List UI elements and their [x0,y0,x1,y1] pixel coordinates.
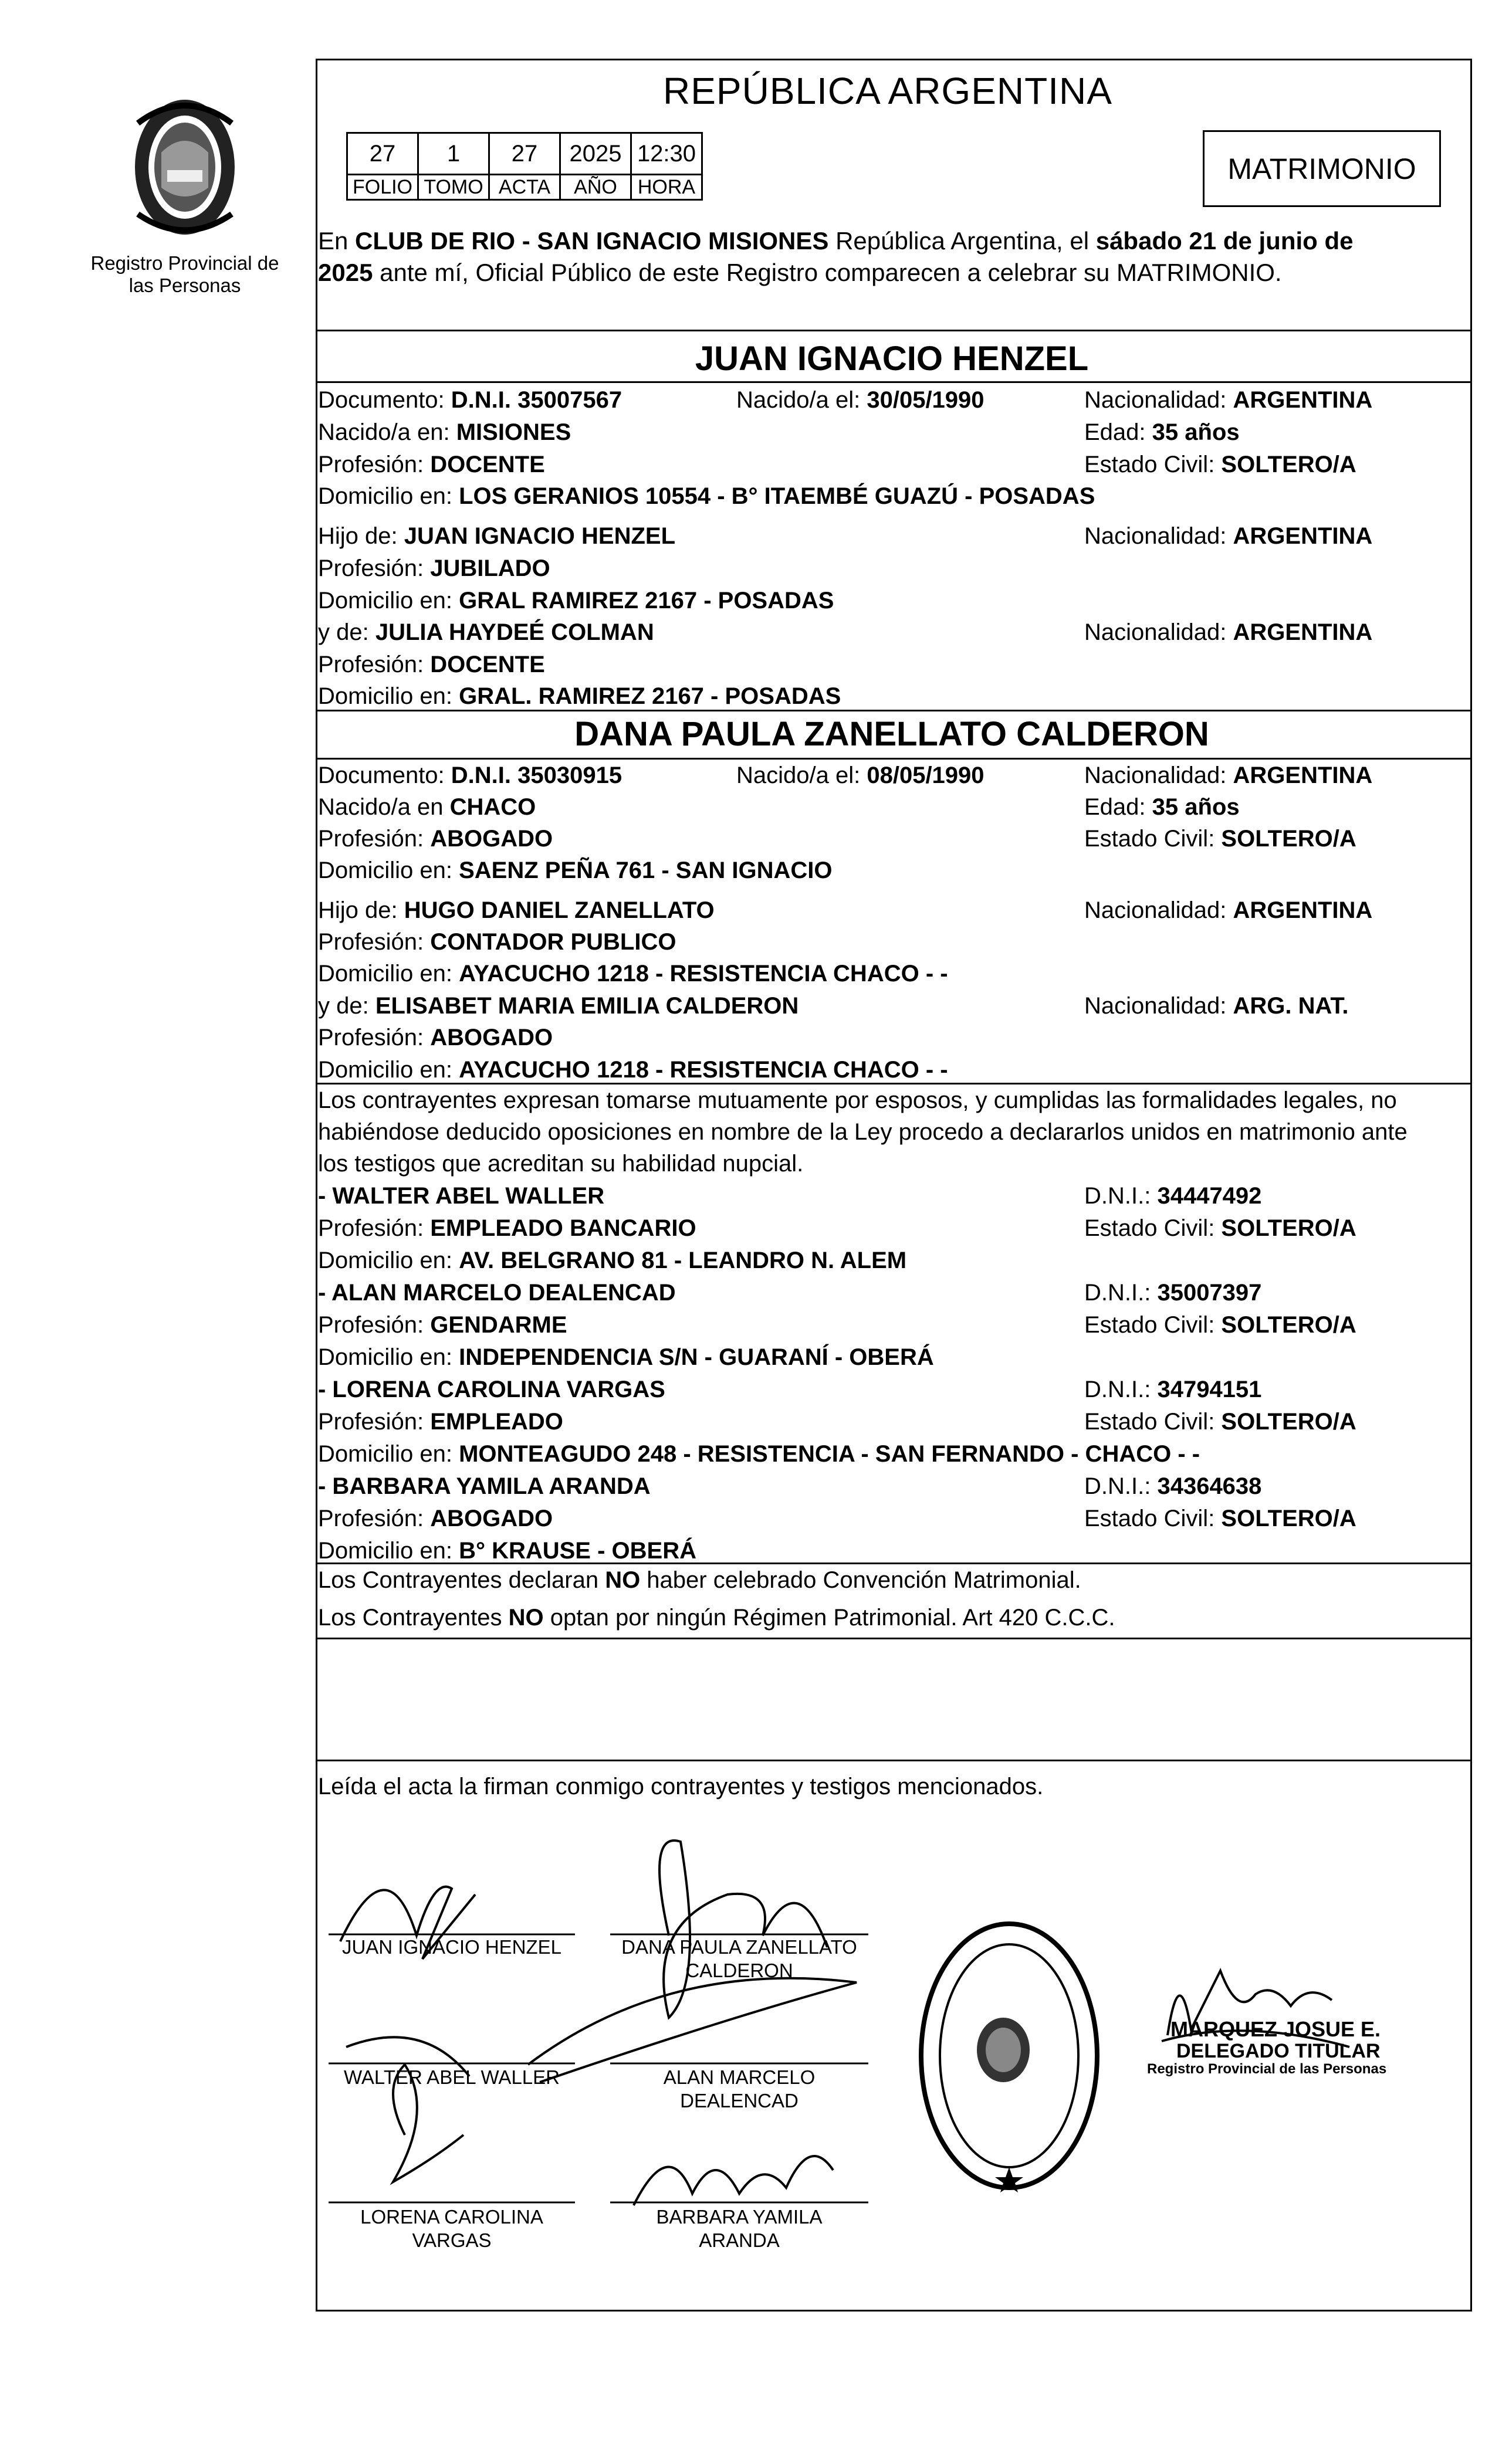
witness2-name: - ALAN MARCELO DEALENCAD [318,1280,676,1306]
spouse1-profession: Profesión: DOCENTE [318,452,545,477]
divider [316,710,1470,711]
spouse1-mother-profession: Profesión: DOCENTE [318,652,545,677]
country-title: REPÚBLICA ARGENTINA [663,70,1112,112]
spouse1-mother-address: Domicilio en: GRAL. RAMIREZ 2167 - POSADAS [318,683,841,709]
ano-label: AÑO [560,175,631,200]
witness4-dni: D.N.I.: 34364638 [1084,1473,1262,1499]
signature-barbara-stroke [634,2156,833,2205]
spouse2-father-nationality: Nacionalidad: ARGENTINA [1084,897,1373,923]
witness1-civil-status: Estado Civil: SOLTERO/A [1084,1215,1356,1241]
witness2-civil-status: Estado Civil: SOLTERO/A [1084,1312,1356,1338]
spouse1-father-profession: Profesión: JUBILADO [318,555,550,581]
witness3-civil-status: Estado Civil: SOLTERO/A [1084,1409,1356,1435]
acta-value: 27 [489,133,560,175]
registry-logo [114,88,255,252]
spouse2-birthplace: Nacido/a en CHACO [318,794,536,820]
declaration-line-1: Los contrayentes expresan tomarse mutuamente por esposos, y cumplidas las formalidades legales, no [318,1087,1397,1113]
spouse2-mother-address: Domicilio en: AYACUCHO 1218 - RESISTENCIA CHACO - - [318,1057,948,1083]
witness3-dni: D.N.I.: 34794151 [1084,1377,1262,1402]
document-type-box [1203,130,1441,207]
official-title: DELEGADO TITULAR [1176,2040,1381,2062]
spouse2-documento: Documento: D.N.I. 35030915 [318,762,622,788]
witness4-civil-status: Estado Civil: SOLTERO/A [1084,1506,1356,1531]
spouse2-nationality: Nacionalidad: ARGENTINA [1084,762,1373,788]
ceremony-place: CLUB DE RIO - SAN IGNACIO MISIONES [355,227,829,255]
official-name: MARQUEZ JOSUE E. [1170,2017,1381,2041]
spouse2-name: DANA PAULA ZANELLATO CALDERON [574,715,1209,753]
spouse1-civil-status: Estado Civil: SOLTERO/A [1084,452,1356,477]
folio-label: FOLIO [347,175,418,200]
spouse1-address: Domicilio en: LOS GERANIOS 10554 - B° ITAEMBÉ GUAZÚ - POSADAS [318,483,1095,509]
witness2-address: Domicilio en: INDEPENDENCIA S/N - GUARANÍ - OBERÁ [318,1344,934,1370]
divider [316,1083,1470,1084]
spouse1-documento: Documento: D.N.I. 35007567 [318,387,622,413]
witness3-address: Domicilio en: MONTEAGUDO 248 - RESISTENCIA - SAN FERNANDO - CHACO - - [318,1441,1200,1467]
divider [316,381,1470,383]
delegation-seal [915,1918,1103,2194]
signature-label-witness2: ALAN MARCELO DEALENCAD [663,2066,816,2111]
spouse1-name: JUAN IGNACIO HENZEL [695,340,1089,378]
divider [316,1638,1470,1639]
spouse1-birthdate: Nacido/a el: 30/05/1990 [736,387,984,413]
divider [316,1760,1470,1761]
witness2-dni: D.N.I.: 35007397 [1084,1280,1262,1306]
closing-statement: Leída el acta la firman conmigo contrayentes y testigos mencionados. [318,1774,1044,1799]
acta-label: ACTA [489,175,560,200]
spouse2-mother-nationality: Nacionalidad: ARG. NAT. [1084,993,1349,1019]
witness4-name: - BARBARA YAMILA ARANDA [318,1473,651,1499]
divider [316,1563,1470,1564]
signature-label-spouse2: DANA PAULA ZANELLATO CALDERON [621,1936,857,1981]
spouse2-address: Domicilio en: SAENZ PEÑA 761 - SAN IGNACIO [318,858,833,883]
witness4-address: Domicilio en: B° KRAUSE - OBERÁ [318,1538,696,1564]
spouse2-civil-status: Estado Civil: SOLTERO/A [1084,826,1356,852]
witness2-profession: Profesión: GENDARME [318,1312,567,1338]
hora-label: HORA [631,175,702,200]
ano-value: 2025 [560,133,631,175]
witness1-dni: D.N.I.: 34447492 [1084,1183,1262,1209]
divider [316,758,1470,760]
witness3-name: - LORENA CAROLINA VARGAS [318,1377,665,1402]
official-org: Registro Provincial de las Personas [1147,2061,1387,2077]
registry-name: Registro Provincial de las Personas [90,252,279,296]
signature-label-witness4: BARBARA YAMILA ARANDA [656,2206,823,2251]
spouse1-birthplace: Nacido/a en: MISIONES [318,419,571,445]
spouse2-birthdate: Nacido/a el: 08/05/1990 [736,762,984,788]
signature-label-witness1: WALTER ABEL WALLER [344,2066,560,2088]
declaration-line-3: los testigos que acreditan su habilidad nupcial. [318,1151,804,1177]
spouse2-mother-profession: Profesión: ABOGADO [318,1025,553,1050]
spouse1-mother-nationality: Nacionalidad: ARGENTINA [1084,619,1373,645]
divider [316,330,1470,331]
spouse2-age: Edad: 35 años [1084,794,1240,820]
spouse1-nationality: Nacionalidad: ARGENTINA [1084,387,1373,413]
spouse2-father-profession: Profesión: CONTADOR PUBLICO [318,929,676,955]
tomo-value: 1 [418,133,489,175]
witness3-profession: Profesión: EMPLEADO [318,1409,563,1435]
intro-line-2: 2025 ante mí, Oficial Público de este Registro comparecen a celebrar su MATRIMONIO. [318,259,1282,286]
spouse1-mother: y de: JULIA HAYDEÉ COLMAN [318,619,654,645]
spouse1-father-nationality: Nacionalidad: ARGENTINA [1084,523,1373,549]
hora-value: 12:30 [631,133,702,175]
witness4-profession: Profesión: ABOGADO [318,1506,553,1531]
declaration-line-2: habiéndose deducido oposiciones en nombre de la Ley procedo a declararlos unidos en matrimonio ante [318,1119,1408,1145]
misiones-coat-of-arms-icon [114,88,255,252]
document-type: MATRIMONIO [1227,152,1416,185]
witness1-name: - WALTER ABEL WALLER [318,1183,605,1209]
spouse2-mother: y de: ELISABET MARIA EMILIA CALDERON [318,993,799,1019]
intro-line-1: En CLUB DE RIO - SAN IGNACIO MISIONES República Argentina, el sábado 21 de junio de [318,227,1354,255]
record-table [346,132,703,201]
signature-label-spouse1: JUAN IGNACIO HENZEL [341,1936,562,1958]
convention-line-2: Los Contrayentes NO optan por ningún Régimen Patrimonial. Art 420 C.C.C. [318,1605,1115,1631]
witness1-profession: Profesión: EMPLEADO BANCARIO [318,1215,696,1241]
delegation-seal-icon [915,1918,1103,2194]
signature-label-witness3: LORENA CAROLINA VARGAS [360,2206,543,2251]
spouse1-father: Hijo de: JUAN IGNACIO HENZEL [318,523,675,549]
spouse1-age: Edad: 35 años [1084,419,1240,445]
spouse2-father: Hijo de: HUGO DANIEL ZANELLATO [318,897,715,923]
ceremony-date: sábado 21 de junio de [1095,227,1354,255]
tomo-label: TOMO [418,175,489,200]
witness1-address: Domicilio en: AV. BELGRANO 81 - LEANDRO N. ALEM [318,1248,907,1273]
spouse2-father-address: Domicilio en: AYACUCHO 1218 - RESISTENCIA CHACO - - [318,961,948,987]
spouse1-father-address: Domicilio en: GRAL RAMIREZ 2167 - POSADAS [318,588,834,614]
convention-line-1: Los Contrayentes declaran NO haber celebrado Convención Matrimonial. [318,1567,1081,1593]
folio-value: 27 [347,133,418,175]
spouse2-profession: Profesión: ABOGADO [318,826,553,852]
